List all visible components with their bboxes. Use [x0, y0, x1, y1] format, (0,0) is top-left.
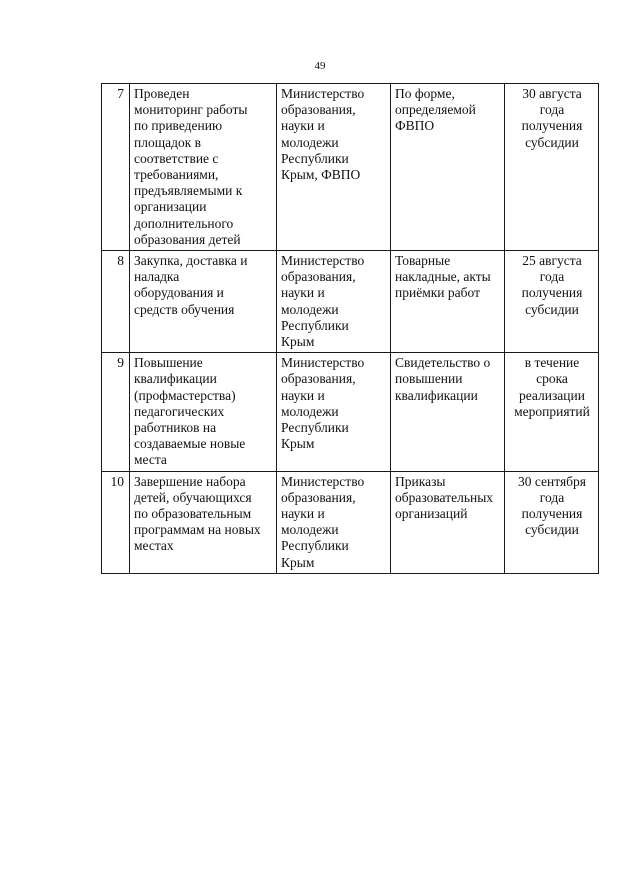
page-number: 49 [314, 60, 326, 72]
event-cell: Повышение квалификации (профмастерства) педагогических работников на создаваемые новые места [130, 353, 277, 471]
table-row [102, 251, 599, 353]
row-number: 9 [102, 353, 130, 471]
event-cell: Проведен мониторинг работы по приведению площадок в соответствие с требованиями, предъявляемыми к организации дополнительного образования детей [130, 84, 277, 251]
table-row [102, 471, 599, 573]
responsible-cell: Министерство образования, науки и молодежи Республики Крым [277, 251, 391, 353]
row-number: 8 [102, 251, 130, 353]
document-cell: Свидетельство о повышении квалификации [391, 353, 505, 471]
responsible-cell: Министерство образования, науки и молодежи Республики Крым, ФВПО [277, 84, 391, 251]
activities-table [101, 83, 599, 574]
event-cell: Закупка, доставка и наладка оборудования и средств обучения [130, 251, 277, 353]
deadline-cell: 25 августа года получения субсидии [505, 251, 599, 353]
responsible-cell: Министерство образования, науки и молодежи Республики Крым [277, 353, 391, 471]
row-number: 10 [102, 471, 130, 573]
deadline-cell: 30 августа года получения субсидии [505, 84, 599, 251]
table-row [102, 84, 599, 251]
table-row [102, 353, 599, 471]
responsible-cell: Министерство образования, науки и молодежи Республики Крым [277, 471, 391, 573]
row-number: 7 [102, 84, 130, 251]
deadline-cell: в течение срока реализации мероприятий [505, 353, 599, 471]
document-cell: Приказы образовательных организаций [391, 471, 505, 573]
document-cell: По форме, определяемой ФВПО [391, 84, 505, 251]
deadline-cell: 30 сентября года получения субсидии [505, 471, 599, 573]
document-cell: Товарные накладные, акты приёмки работ [391, 251, 505, 353]
event-cell: Завершение набора детей, обучающихся по образовательным программам на новых местах [130, 471, 277, 573]
